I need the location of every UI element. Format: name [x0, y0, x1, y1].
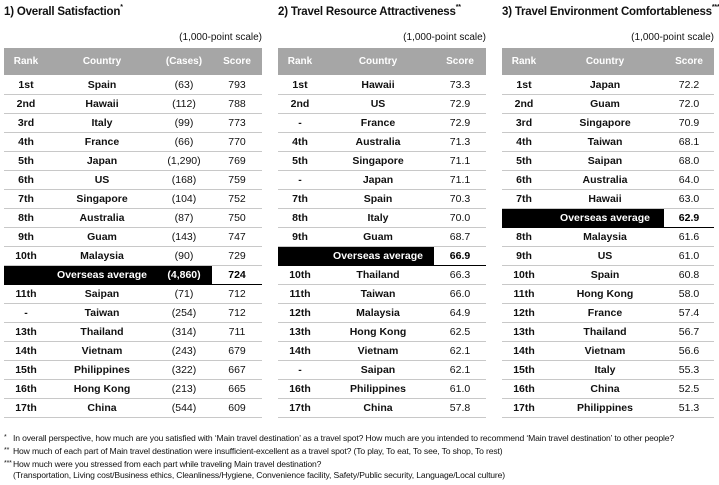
- score-cell: 68.1: [664, 133, 714, 152]
- table-row: [278, 190, 486, 209]
- country-cell: Malaysia: [322, 304, 434, 323]
- rank-cell: 1st: [4, 76, 48, 95]
- cases-cell: (87): [156, 209, 212, 228]
- country-cell: Japan: [48, 152, 156, 171]
- rank-cell: 2nd: [278, 95, 322, 114]
- table-row: [502, 380, 714, 399]
- score-cell: 71.1: [434, 171, 486, 190]
- cases-cell: (4,860): [156, 266, 212, 285]
- country-cell: France: [48, 133, 156, 152]
- country-cell: Vietnam: [48, 342, 156, 361]
- score-cell: 55.3: [664, 361, 714, 380]
- table-row: [502, 399, 714, 418]
- rank-cell: 9th: [502, 247, 546, 266]
- country-cell: Overseas average: [48, 266, 156, 285]
- cases-cell: (143): [156, 228, 212, 247]
- table-row: [4, 209, 262, 228]
- table-row: [278, 228, 486, 247]
- rank-cell: -: [278, 361, 322, 380]
- panel-title-text: 2) Travel Resource Attractiveness: [278, 6, 456, 18]
- country-cell: Italy: [322, 209, 434, 228]
- rank-cell: 14th: [4, 342, 48, 361]
- country-cell: Guam: [322, 228, 434, 247]
- score-cell: 793: [212, 76, 262, 95]
- table-row: [4, 171, 262, 190]
- table-row: [4, 285, 262, 304]
- table-row: [502, 133, 714, 152]
- cases-cell: (1,290): [156, 152, 212, 171]
- cases-cell: (314): [156, 323, 212, 342]
- country-cell: Italy: [48, 114, 156, 133]
- table-row: [502, 323, 714, 342]
- rank-cell: 2nd: [502, 95, 546, 114]
- rank-cell: 4th: [278, 133, 322, 152]
- score-cell: 64.9: [434, 304, 486, 323]
- rank-cell: 3rd: [4, 114, 48, 133]
- cases-cell: (71): [156, 285, 212, 304]
- country-cell: Overseas average: [546, 209, 664, 228]
- table-row: [502, 342, 714, 361]
- travel-environment-table: [502, 48, 714, 418]
- rank-cell: [4, 266, 48, 285]
- score-cell: 724: [212, 266, 262, 285]
- table-row: [502, 76, 714, 95]
- rank-cell: 9th: [278, 228, 322, 247]
- score-cell: 66.9: [434, 247, 486, 266]
- rank-cell: 1st: [278, 76, 322, 95]
- rank-cell: 16th: [502, 380, 546, 399]
- country-cell: US: [546, 247, 664, 266]
- rank-cell: [502, 209, 546, 228]
- header-cases: (Cases): [156, 48, 212, 76]
- panel-title: [502, 4, 719, 18]
- score-cell: 60.8: [664, 266, 714, 285]
- score-cell: 66.0: [434, 285, 486, 304]
- table-row: [278, 95, 486, 114]
- score-cell: 61.6: [664, 228, 714, 247]
- rank-cell: 10th: [278, 266, 322, 285]
- score-cell: 62.9: [664, 209, 714, 228]
- score-cell: 712: [212, 304, 262, 323]
- rank-cell: 15th: [502, 361, 546, 380]
- table-row: [502, 114, 714, 133]
- country-cell: Australia: [48, 209, 156, 228]
- score-cell: 729: [212, 247, 262, 266]
- score-cell: 712: [212, 285, 262, 304]
- rank-cell: 5th: [278, 152, 322, 171]
- table-row: [278, 114, 486, 133]
- rank-cell: 17th: [502, 399, 546, 418]
- country-cell: Vietnam: [322, 342, 434, 361]
- header-score: Score: [212, 48, 262, 76]
- table-row: [4, 342, 262, 361]
- score-cell: 62.1: [434, 361, 486, 380]
- rank-cell: 8th: [502, 228, 546, 247]
- country-cell: Philippines: [322, 380, 434, 399]
- table-row: [278, 209, 486, 228]
- header-score: Score: [434, 48, 486, 76]
- score-cell: 679: [212, 342, 262, 361]
- cases-cell: (544): [156, 399, 212, 418]
- cases-cell: (99): [156, 114, 212, 133]
- rank-cell: 9th: [4, 228, 48, 247]
- header-rank: Rank: [278, 48, 322, 76]
- footnote: [4, 445, 716, 458]
- score-cell: 609: [212, 399, 262, 418]
- score-cell: 747: [212, 228, 262, 247]
- cases-cell: (90): [156, 247, 212, 266]
- table-row: [278, 133, 486, 152]
- country-cell: Spain: [48, 76, 156, 95]
- country-cell: US: [48, 171, 156, 190]
- table-row: [502, 247, 714, 266]
- panel-title: [4, 4, 123, 18]
- rank-cell: 3rd: [502, 114, 546, 133]
- score-cell: 752: [212, 190, 262, 209]
- table-row: [278, 76, 486, 95]
- rank-cell: 16th: [4, 380, 48, 399]
- score-cell: 72.9: [434, 114, 486, 133]
- rank-cell: 5th: [4, 152, 48, 171]
- rank-cell: -: [278, 171, 322, 190]
- panel-title-text: 3) Travel Environment Comfortableness: [502, 6, 712, 18]
- rank-cell: 13th: [502, 323, 546, 342]
- footnote-mark: ***: [4, 459, 12, 467]
- score-cell: 68.7: [434, 228, 486, 247]
- footnote-mark: *: [120, 4, 123, 11]
- rank-cell: 6th: [4, 171, 48, 190]
- score-cell: 62.1: [434, 342, 486, 361]
- rank-cell: 10th: [502, 266, 546, 285]
- header-country: Country: [48, 48, 156, 76]
- country-cell: Saipan: [48, 285, 156, 304]
- cases-cell: (63): [156, 76, 212, 95]
- score-cell: 711: [212, 323, 262, 342]
- footnote: [4, 458, 716, 471]
- table-row: [502, 266, 714, 285]
- country-cell: Australia: [546, 171, 664, 190]
- rank-cell: 17th: [278, 399, 322, 418]
- cases-cell: (322): [156, 361, 212, 380]
- score-cell: 52.5: [664, 380, 714, 399]
- score-cell: 70.0: [434, 209, 486, 228]
- cases-cell: (254): [156, 304, 212, 323]
- table-row: [4, 114, 262, 133]
- rank-cell: 11th: [278, 285, 322, 304]
- score-cell: 51.3: [664, 399, 714, 418]
- rank-cell: 4th: [502, 133, 546, 152]
- footnotes: [4, 432, 716, 482]
- score-cell: 56.7: [664, 323, 714, 342]
- country-cell: Hong Kong: [322, 323, 434, 342]
- country-cell: France: [546, 304, 664, 323]
- table-row: [278, 323, 486, 342]
- overseas-average-row: [4, 266, 262, 285]
- table-row: [4, 399, 262, 418]
- rank-cell: 11th: [502, 285, 546, 304]
- score-cell: 769: [212, 152, 262, 171]
- rank-cell: 14th: [502, 342, 546, 361]
- score-cell: 61.0: [664, 247, 714, 266]
- score-cell: 57.8: [434, 399, 486, 418]
- country-cell: Guam: [48, 228, 156, 247]
- table-row: [4, 323, 262, 342]
- table-row: [4, 133, 262, 152]
- footnote: [4, 470, 716, 482]
- score-cell: 73.3: [434, 76, 486, 95]
- table-row: [278, 399, 486, 418]
- table-row: [278, 171, 486, 190]
- rank-cell: [278, 247, 322, 266]
- rank-cell: 2nd: [4, 95, 48, 114]
- scale-label: (1,000-point scale): [403, 32, 486, 43]
- rank-cell: 13th: [4, 323, 48, 342]
- score-cell: 66.3: [434, 266, 486, 285]
- footnote-text: How much of each part of Main travel destination were insufficient-excellent as a travel spot? (To play, To eat, To see, To shop, To rest): [13, 445, 503, 456]
- country-cell: Japan: [546, 76, 664, 95]
- country-cell: Taiwan: [546, 133, 664, 152]
- header-country: Country: [546, 48, 664, 76]
- scale-label: (1,000-point scale): [179, 32, 262, 43]
- table-row: [502, 304, 714, 323]
- score-cell: 63.0: [664, 190, 714, 209]
- country-cell: China: [322, 399, 434, 418]
- score-cell: 64.0: [664, 171, 714, 190]
- rank-cell: 17th: [4, 399, 48, 418]
- rank-cell: 8th: [4, 209, 48, 228]
- score-cell: 667: [212, 361, 262, 380]
- score-cell: 71.1: [434, 152, 486, 171]
- header-rank: Rank: [4, 48, 48, 76]
- rank-cell: 13th: [278, 323, 322, 342]
- table-row: [4, 190, 262, 209]
- rank-cell: 6th: [502, 171, 546, 190]
- panel-title-text: 1) Overall Satisfaction: [4, 6, 121, 18]
- overseas-average-row: [278, 247, 486, 266]
- country-cell: Malaysia: [48, 247, 156, 266]
- footnote-mark: ***: [711, 4, 719, 11]
- country-cell: Singapore: [322, 152, 434, 171]
- rank-cell: 7th: [278, 190, 322, 209]
- overseas-average-row: [502, 209, 714, 228]
- country-cell: Hong Kong: [48, 380, 156, 399]
- country-cell: Hawaii: [48, 95, 156, 114]
- score-cell: 70.9: [664, 114, 714, 133]
- rank-cell: 16th: [278, 380, 322, 399]
- panel-title: [278, 4, 461, 18]
- country-cell: Taiwan: [48, 304, 156, 323]
- country-cell: Hong Kong: [546, 285, 664, 304]
- score-cell: 773: [212, 114, 262, 133]
- score-cell: 72.9: [434, 95, 486, 114]
- rank-cell: 8th: [278, 209, 322, 228]
- country-cell: Saipan: [546, 152, 664, 171]
- score-cell: 788: [212, 95, 262, 114]
- header-score: Score: [664, 48, 714, 76]
- cases-cell: (104): [156, 190, 212, 209]
- table-row: [502, 228, 714, 247]
- overall-satisfaction-table: [4, 48, 262, 418]
- table-row: [502, 190, 714, 209]
- score-cell: 58.0: [664, 285, 714, 304]
- scale-label: (1,000-point scale): [631, 32, 714, 43]
- country-cell: China: [48, 399, 156, 418]
- country-cell: Spain: [546, 266, 664, 285]
- country-cell: Singapore: [48, 190, 156, 209]
- rank-cell: 15th: [4, 361, 48, 380]
- rank-cell: 5th: [502, 152, 546, 171]
- country-cell: Taiwan: [322, 285, 434, 304]
- score-cell: 56.6: [664, 342, 714, 361]
- country-cell: Spain: [322, 190, 434, 209]
- country-cell: US: [322, 95, 434, 114]
- footnote-text: How much were you stressed from each part while traveling Main travel destination?: [13, 458, 322, 469]
- footnote-text: In overall perspective, how much are you satisfied with ‘Main travel destination’ as a travel spot? How much are you intended to recommend ‘Main travel destination’ to other people?: [13, 433, 675, 443]
- country-cell: Malaysia: [546, 228, 664, 247]
- country-cell: Philippines: [48, 361, 156, 380]
- footnote-text: (Transportation, Living cost/Business ethics, Cleanliness/Hygiene, Convenience facility, Safety/Public security, Language/Local culture): [13, 470, 505, 481]
- travel-resource-table: [278, 48, 486, 418]
- rank-cell: 4th: [4, 133, 48, 152]
- country-cell: Thailand: [48, 323, 156, 342]
- table-row: [278, 361, 486, 380]
- score-cell: 72.2: [664, 76, 714, 95]
- cases-cell: (243): [156, 342, 212, 361]
- table-row: [278, 380, 486, 399]
- score-cell: 72.0: [664, 95, 714, 114]
- rank-cell: 12th: [502, 304, 546, 323]
- table-row: [278, 266, 486, 285]
- country-cell: Guam: [546, 95, 664, 114]
- table-row: [278, 152, 486, 171]
- score-cell: 665: [212, 380, 262, 399]
- score-cell: 71.3: [434, 133, 486, 152]
- table-row: [4, 152, 262, 171]
- country-cell: France: [322, 114, 434, 133]
- cases-cell: (213): [156, 380, 212, 399]
- rank-cell: 7th: [4, 190, 48, 209]
- rank-cell: 1st: [502, 76, 546, 95]
- score-cell: 750: [212, 209, 262, 228]
- country-cell: Singapore: [546, 114, 664, 133]
- country-cell: Hawaii: [322, 76, 434, 95]
- table-row: [278, 342, 486, 361]
- country-cell: Hawaii: [546, 190, 664, 209]
- rank-cell: 10th: [4, 247, 48, 266]
- table-row: [502, 361, 714, 380]
- footnote-mark: **: [4, 446, 10, 454]
- footnote-mark: **: [455, 4, 461, 11]
- score-cell: 70.3: [434, 190, 486, 209]
- table-row: [4, 247, 262, 266]
- score-cell: 759: [212, 171, 262, 190]
- country-cell: Saipan: [322, 361, 434, 380]
- rank-cell: 12th: [278, 304, 322, 323]
- rank-cell: 7th: [502, 190, 546, 209]
- country-cell: Overseas average: [322, 247, 434, 266]
- rank-cell: -: [278, 114, 322, 133]
- country-cell: Thailand: [546, 323, 664, 342]
- table-row: [4, 95, 262, 114]
- table-row: [4, 76, 262, 95]
- rank-cell: 14th: [278, 342, 322, 361]
- table-row: [4, 380, 262, 399]
- header-country: Country: [322, 48, 434, 76]
- country-cell: Philippines: [546, 399, 664, 418]
- table-row: [4, 361, 262, 380]
- country-cell: Italy: [546, 361, 664, 380]
- table-row: [4, 304, 262, 323]
- rank-cell: -: [4, 304, 48, 323]
- country-cell: China: [546, 380, 664, 399]
- footnote-mark: *: [4, 434, 7, 441]
- score-cell: 57.4: [664, 304, 714, 323]
- score-cell: 61.0: [434, 380, 486, 399]
- cases-cell: (112): [156, 95, 212, 114]
- score-cell: 770: [212, 133, 262, 152]
- table-row: [278, 285, 486, 304]
- table-row: [4, 228, 262, 247]
- table-row: [278, 304, 486, 323]
- rank-cell: 11th: [4, 285, 48, 304]
- header-rank: Rank: [502, 48, 546, 76]
- table-row: [502, 171, 714, 190]
- score-cell: 68.0: [664, 152, 714, 171]
- table-row: [502, 95, 714, 114]
- cases-cell: (168): [156, 171, 212, 190]
- table-row: [502, 152, 714, 171]
- score-cell: 62.5: [434, 323, 486, 342]
- country-cell: Thailand: [322, 266, 434, 285]
- table-row: [502, 285, 714, 304]
- cases-cell: (66): [156, 133, 212, 152]
- country-cell: Vietnam: [546, 342, 664, 361]
- country-cell: Australia: [322, 133, 434, 152]
- footnote: [4, 432, 716, 445]
- country-cell: Japan: [322, 171, 434, 190]
